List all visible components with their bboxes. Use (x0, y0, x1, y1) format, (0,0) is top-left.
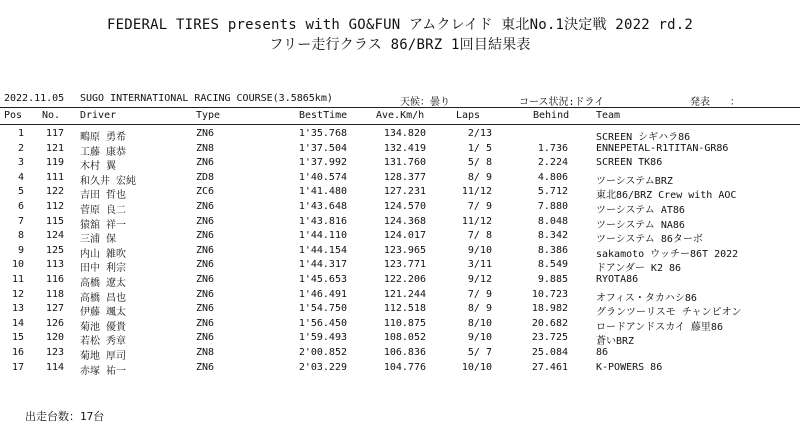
cell-type: ZN6 (196, 230, 215, 242)
cell-behind: 27.461 (531, 361, 568, 373)
course-name: SUGO INTERNATIONAL RACING COURSE(3.5865km) (80, 93, 333, 104)
cell-besttime: 1'45.653 (298, 274, 347, 285)
cell-avg-speed: 106.836 (383, 347, 426, 358)
cell-team: オフィス・タカハシ86 (596, 292, 697, 304)
cell-driver: 高橋 遼太 (80, 278, 127, 289)
cell-laps: 2/13 (467, 128, 492, 139)
cell-pos: 8 (17, 230, 24, 242)
cell-avg-speed: 124.017 (383, 230, 426, 242)
col-header-type: Type (196, 110, 221, 121)
cell-behind: 4.806 (537, 171, 568, 183)
cell-type: ZN8 (196, 347, 215, 358)
cell-laps: 9/10 (467, 244, 492, 256)
col-header-pos: Pos (4, 110, 23, 121)
cell-car-no: 112 (45, 201, 64, 212)
cell-pos: 10 (11, 259, 24, 271)
cell-behind: 25.084 (531, 347, 568, 358)
entry-count: 出走台数：17台 (25, 410, 105, 423)
cell-car-no: 127 (45, 303, 64, 315)
col-header-no: No. (42, 110, 61, 121)
cell-type: ZN6 (196, 259, 215, 271)
cell-avg-speed: 134.820 (383, 128, 426, 139)
cell-pos: 2 (17, 142, 24, 154)
cell-car-no: 121 (45, 142, 64, 154)
cell-pos: 11 (11, 274, 24, 285)
table-row (0, 216, 800, 230)
cell-besttime: 1'37.992 (298, 157, 347, 169)
announcement-time: 発表 ： (690, 97, 740, 108)
header-top-rule (0, 107, 800, 108)
cell-laps: 3/11 (467, 259, 492, 271)
cell-team: グランツーリスモ チャンピオン (596, 307, 742, 319)
cell-team: sakamoto ウッチー86T 2022 (596, 248, 739, 260)
table-row (0, 128, 800, 142)
cell-besttime: 1'59.493 (298, 332, 347, 344)
cell-driver: 吉田 哲也 (80, 190, 127, 202)
cell-car-no: 117 (45, 128, 64, 139)
cell-avg-speed: 123.771 (383, 259, 426, 271)
table-row (0, 245, 800, 259)
cell-behind: 23.725 (531, 332, 568, 344)
cell-type: ZN6 (196, 244, 215, 256)
table-row (0, 332, 800, 346)
col-header-behind: Behind (533, 110, 570, 121)
cell-team: ツーシステム NA86 (596, 219, 685, 231)
cell-behind: 20.682 (531, 317, 568, 329)
cell-pos: 6 (17, 201, 24, 212)
cell-besttime: 1'40.574 (298, 171, 347, 183)
cell-driver: 菊池 優貴 (80, 321, 127, 333)
cell-car-no: 122 (45, 186, 64, 198)
cell-team: RYOTA86 (596, 274, 639, 285)
table-row (0, 230, 800, 244)
cell-car-no: 125 (45, 244, 64, 256)
cell-avg-speed: 121.244 (383, 288, 426, 300)
cell-team: SCREEN シギハラ86 (596, 132, 691, 143)
table-row (0, 186, 800, 200)
cell-avg-speed: 124.368 (383, 215, 426, 227)
cell-pos: 3 (17, 157, 24, 169)
cell-team: 86 (596, 347, 609, 358)
cell-driver: 三浦 保 (80, 234, 117, 246)
table-row (0, 259, 800, 273)
cell-pos: 14 (11, 317, 24, 329)
cell-behind: 2.224 (537, 157, 568, 169)
cell-pos: 9 (17, 244, 24, 256)
cell-laps: 9/10 (467, 332, 492, 344)
cell-car-no: 111 (45, 171, 64, 183)
cell-team: ツーシステム AT86 (596, 205, 685, 216)
cell-team: ツーシステム 86ターボ (596, 234, 703, 246)
cell-type: ZN6 (196, 128, 215, 139)
cell-pos: 1 (17, 128, 24, 139)
cell-laps: 8/ 9 (467, 303, 492, 315)
table-row (0, 274, 800, 288)
cell-pos: 16 (11, 347, 24, 358)
cell-team: 蒼いBRZ (596, 336, 635, 348)
cell-laps: 7/ 9 (467, 201, 492, 212)
cell-besttime: 2'00.852 (298, 347, 347, 358)
document-title: FEDERAL TIRES presents with GO&FUN アムクレイド 東北No.1決定戦 2022 rd.2 (107, 17, 693, 33)
cell-team: K-POWERS 86 (596, 361, 663, 373)
cell-driver: 鴫原 勇希 (80, 132, 127, 143)
col-header-team: Team (596, 110, 621, 121)
cell-pos: 12 (11, 288, 24, 300)
col-header-laps: Laps (456, 110, 481, 121)
cell-driver: 若松 秀章 (80, 336, 127, 348)
cell-pos: 13 (11, 303, 24, 315)
cell-behind: 8.342 (537, 230, 568, 242)
col-header-avg-speed: Ave.Km/h (376, 110, 425, 121)
cell-type: ZN6 (196, 361, 215, 373)
cell-avg-speed: 123.965 (383, 244, 426, 256)
cell-team: ENNEPETAL-R1TITAN-GR86 (596, 142, 729, 154)
cell-avg-speed: 110.875 (383, 317, 426, 329)
cell-laps: 1/ 5 (467, 142, 492, 154)
cell-behind: 18.982 (531, 303, 568, 315)
cell-besttime: 1'44.110 (298, 230, 347, 242)
cell-behind: 8.386 (537, 244, 568, 256)
cell-driver: 田中 利宗 (80, 263, 127, 275)
table-row (0, 347, 800, 361)
results-header-row (0, 110, 800, 124)
table-row (0, 303, 800, 317)
cell-besttime: 1'37.504 (298, 142, 347, 154)
cell-laps: 8/ 9 (467, 171, 492, 183)
cell-avg-speed: 122.206 (383, 274, 426, 285)
cell-pos: 4 (17, 171, 24, 183)
cell-team: 東北86/BRZ Crew with AOC (596, 190, 737, 202)
cell-besttime: 1'56.450 (298, 317, 347, 329)
table-row (0, 289, 800, 303)
table-row (0, 172, 800, 186)
cell-type: ZN6 (196, 332, 215, 344)
cell-laps: 11/12 (461, 186, 492, 198)
cell-besttime: 1'41.480 (298, 186, 347, 198)
cell-driver: 菊地 厚司 (80, 351, 127, 362)
cell-avg-speed: 132.419 (383, 142, 426, 154)
cell-type: ZN6 (196, 303, 215, 315)
cell-type: ZN6 (196, 201, 215, 212)
cell-laps: 7/ 8 (467, 230, 492, 242)
header-bottom-rule (0, 124, 800, 125)
cell-pos: 15 (11, 332, 24, 344)
cell-driver: 木村 翼 (80, 161, 117, 173)
cell-driver: 高橋 昌也 (80, 292, 127, 304)
cell-driver: 猿舘 祥一 (80, 219, 127, 231)
cell-laps: 5/ 8 (467, 157, 492, 169)
cell-driver: 和久井 宏純 (80, 175, 137, 187)
cell-behind: 5.712 (537, 186, 568, 198)
cell-type: ZN6 (196, 317, 215, 329)
table-row (0, 201, 800, 215)
cell-besttime: 1'44.317 (298, 259, 347, 271)
cell-avg-speed: 124.570 (383, 201, 426, 212)
table-row (0, 318, 800, 332)
table-row (0, 143, 800, 157)
cell-besttime: 2'03.229 (298, 361, 347, 373)
cell-besttime: 1'35.768 (298, 128, 347, 139)
cell-car-no: 118 (45, 288, 64, 300)
table-row (0, 157, 800, 171)
cell-avg-speed: 127.231 (383, 186, 426, 198)
cell-type: ZN6 (196, 288, 215, 300)
cell-behind: 8.549 (537, 259, 568, 271)
cell-laps: 7/ 9 (467, 288, 492, 300)
cell-avg-speed: 108.052 (383, 332, 426, 344)
cell-type: ZD8 (196, 171, 215, 183)
cell-behind: 7.880 (537, 201, 568, 212)
cell-type: ZN6 (196, 274, 215, 285)
cell-behind: 1.736 (537, 142, 568, 154)
cell-besttime: 1'44.154 (298, 244, 347, 256)
cell-avg-speed: 112.518 (383, 303, 426, 315)
weather: 天候：曇り (400, 97, 450, 108)
cell-car-no: 123 (45, 347, 64, 358)
cell-driver: 菅原 良二 (80, 205, 127, 216)
cell-avg-speed: 128.377 (383, 171, 426, 183)
course-condition: コース状況:ドライ (519, 97, 605, 108)
cell-pos: 7 (17, 215, 24, 227)
cell-car-no: 115 (45, 215, 64, 227)
cell-avg-speed: 104.776 (383, 361, 426, 373)
cell-laps: 9/12 (467, 274, 492, 285)
cell-besttime: 1'43.816 (298, 215, 347, 227)
cell-car-no: 113 (45, 259, 64, 271)
cell-behind: 8.048 (537, 215, 568, 227)
table-row (0, 362, 800, 376)
cell-car-no: 114 (45, 361, 64, 373)
session-date: 2022.11.05 (4, 93, 65, 104)
cell-driver: 赤塚 祐一 (80, 365, 127, 377)
cell-laps: 10/10 (461, 361, 492, 373)
col-header-driver: Driver (80, 110, 117, 121)
cell-type: ZN8 (196, 142, 215, 154)
cell-besttime: 1'43.648 (298, 201, 347, 212)
cell-pos: 17 (11, 361, 24, 373)
cell-type: ZN6 (196, 215, 215, 227)
cell-team: ツーシステムBRZ (596, 175, 673, 187)
cell-car-no: 126 (45, 317, 64, 329)
session-info-bar (0, 93, 800, 107)
cell-car-no: 116 (45, 274, 64, 285)
cell-car-no: 120 (45, 332, 64, 344)
cell-type: ZN6 (196, 157, 215, 169)
cell-car-no: 119 (45, 157, 64, 169)
cell-avg-speed: 131.760 (383, 157, 426, 169)
cell-team: ロードアンドスカイ 藤里86 (596, 321, 723, 333)
document-subtitle: フリー走行クラス 86/BRZ 1回目結果表 (269, 37, 531, 53)
cell-besttime: 1'54.750 (298, 303, 347, 315)
cell-driver: 伊藤 颯太 (80, 307, 127, 319)
cell-behind: 9.885 (537, 274, 568, 285)
cell-driver: 工藤 康恭 (80, 146, 127, 158)
cell-type: ZC6 (196, 186, 215, 198)
cell-team: ドアンダー K2 86 (596, 263, 682, 275)
cell-car-no: 124 (45, 230, 64, 242)
col-header-besttime: BestTime (299, 110, 348, 121)
cell-laps: 8/10 (467, 317, 492, 329)
cell-pos: 5 (17, 186, 24, 198)
cell-laps: 11/12 (461, 215, 492, 227)
cell-laps: 5/ 7 (467, 347, 492, 358)
cell-besttime: 1'46.491 (298, 288, 347, 300)
cell-driver: 内山 雑吹 (80, 248, 127, 260)
cell-team: SCREEN TK86 (596, 157, 663, 169)
cell-behind: 10.723 (531, 288, 568, 300)
